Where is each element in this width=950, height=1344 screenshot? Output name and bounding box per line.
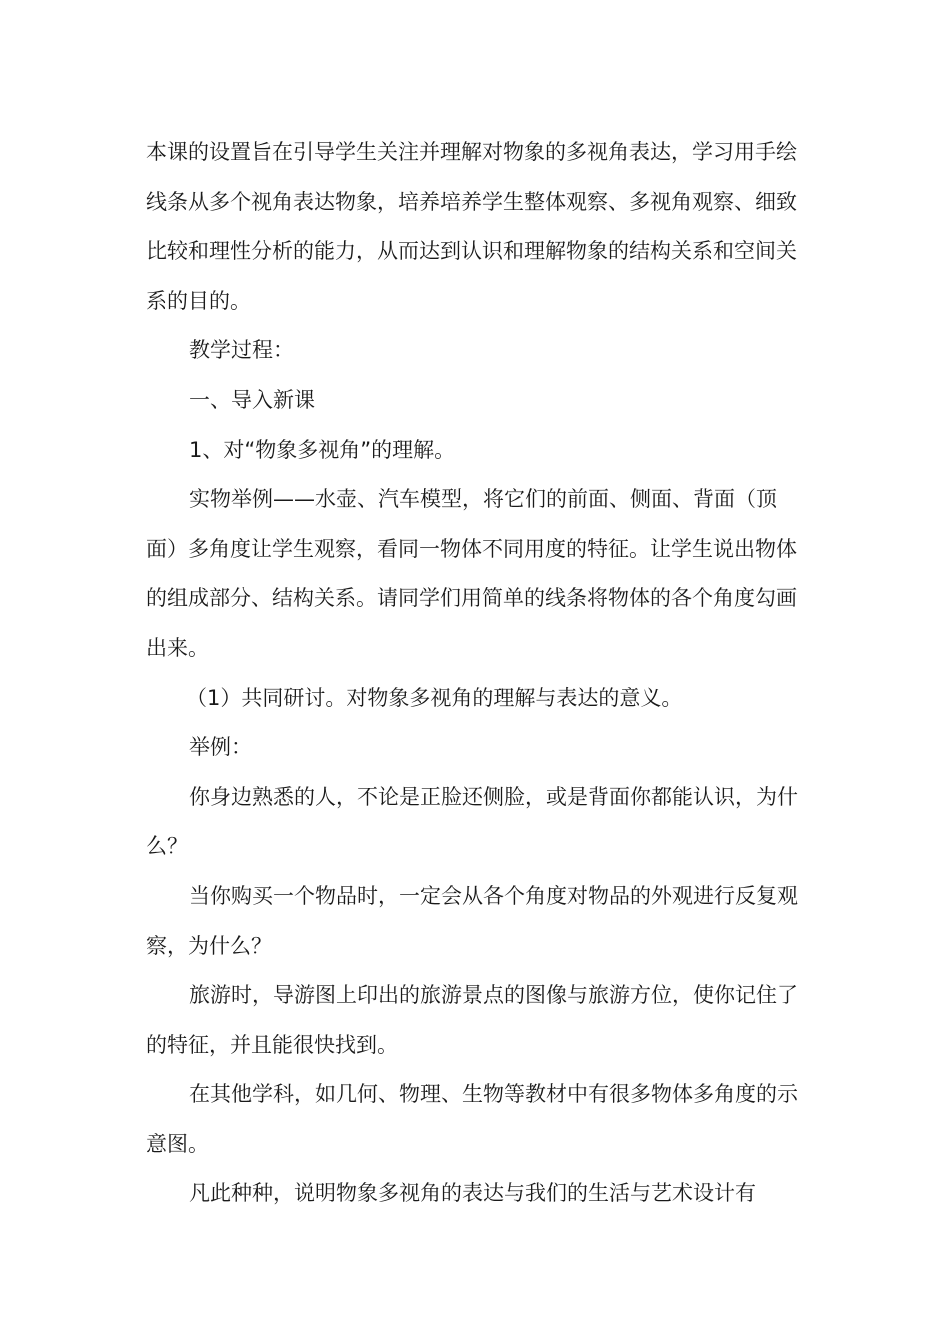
paragraph-example-subjects: 在其他学科，如几何、物理、生物等教材中有很多物体多角度的示意图。: [146, 1082, 798, 1156]
paragraph-discussion: （1）共同研讨。对物象多视角的理解与表达的意义。: [186, 685, 683, 710]
paragraph-object-examples: 实物举例——水壶、汽车模型，将它们的前面、侧面、背面（顶面）多角度让学生观察，看同一物体不同用度的特征。让学生说出物体的组成部分、结构关系。请同学们用简单的线条将物体的各个角度勾画出来。: [146, 487, 797, 660]
paragraph-example-people: 你身边熟悉的人，不论是正脸还侧脸，或是背面你都能认识，为什么？: [146, 784, 798, 859]
document-body: [146, 128, 808, 1219]
paragraph-section-introduction: 一、导入新课: [189, 387, 315, 412]
paragraph-teaching-process: 教学过程：: [189, 338, 294, 363]
paragraph-item-1: 1、对“物象多视角”的理解。: [189, 437, 456, 462]
paragraph-examples-heading: 举例：: [189, 735, 252, 760]
paragraph-example-travel: 旅游时，导游图上印出的旅游景点的图像与旅游方位，使你记住了的特征，并且能很快找到。: [146, 983, 798, 1057]
paragraph-conclusion: 凡此种种，说明物象多视角的表达与我们的生活与艺术设计有: [189, 1181, 756, 1206]
paragraph-course-purpose: 本课的设置旨在引导学生关注并理解对物象的多视角表达，学习用手绘线条从多个视角表达物象，培养培养学生整体观察、多视角观察、细致比较和理性分析的能力，从而达到认识和理解物象的结构关系和空间关系的目的。: [146, 140, 797, 313]
paragraph-example-shopping: 当你购买一个物品时，一定会从各个角度对物品的外观进行反复观察，为什么？: [146, 883, 798, 958]
